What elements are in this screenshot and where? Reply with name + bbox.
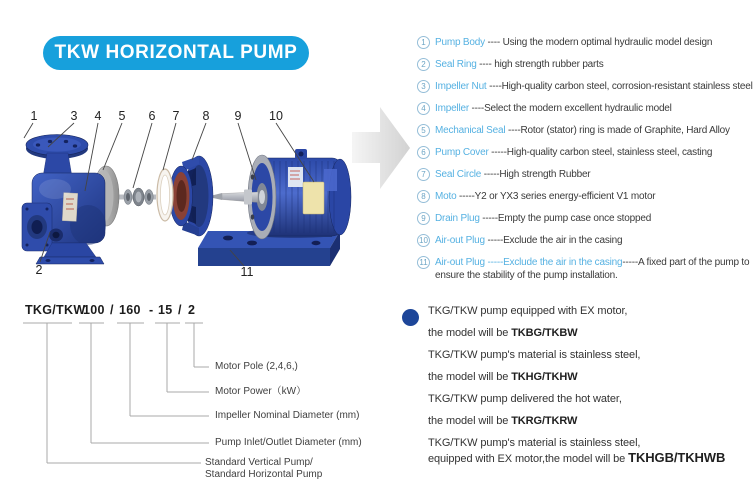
- model-code-power: 15: [158, 303, 173, 317]
- pump-cover-shape: [170, 156, 214, 236]
- part-name: Seal Ring: [435, 59, 477, 70]
- part-description: -----Exclude the air in the casing: [484, 235, 623, 246]
- model-code-sep: /: [110, 303, 114, 317]
- part-description-line2: ensure the stability of the pump installation.: [435, 270, 618, 281]
- part-name: Air-out Plug: [435, 235, 485, 246]
- mechanical-seal-shape: [118, 188, 156, 206]
- pump-exploded-diagram: [0, 85, 430, 295]
- part-name: Impeller: [435, 103, 469, 114]
- seal-circle-shape: [157, 169, 173, 221]
- part-name: Drain Plug: [435, 213, 480, 224]
- variant-line: the model will be TKRG/TKRW: [428, 415, 578, 427]
- part-number: 4: [94, 109, 102, 123]
- variant-line: the model will be TKBG/TKBW: [428, 327, 578, 339]
- variant-line: TKG/TKW pump's material is stainless steel,: [428, 437, 641, 449]
- part-number: 11: [240, 265, 254, 279]
- label-standard-vertical: Standard Vertical Pump/: [205, 457, 313, 468]
- label-impeller-diameter: Impeller Nominal Diameter (mm): [215, 410, 360, 421]
- parts-list-item: [417, 58, 756, 71]
- label-motor-pole: Motor Pole (2,4,6,): [215, 361, 298, 372]
- part-number: 2: [35, 263, 43, 277]
- pump-body-shape: [22, 135, 106, 265]
- model-code-value: TKHGB/TKHWB: [628, 450, 726, 465]
- parts-list-item: [417, 102, 756, 115]
- parts-list-item: [417, 36, 756, 49]
- parts-list-item: [417, 212, 756, 225]
- part-name: Moto: [435, 191, 457, 202]
- part-description: ----High-quality carbon steel, corrosion-resistant stainless steel: [486, 81, 753, 92]
- parts-list-item: [417, 234, 756, 247]
- label-standard-pump: [205, 457, 322, 481]
- part-description: -----Empty the pump case once stopped: [479, 213, 652, 224]
- model-code-inlet: 100: [83, 303, 105, 317]
- part-name: Air-out Plug: [435, 257, 485, 268]
- label-inlet-outlet: Pump Inlet/Outlet Diameter (mm): [215, 437, 362, 448]
- label-motor-power: Motor Power（kW）: [215, 386, 307, 397]
- part-number-badge: 4: [417, 102, 430, 115]
- part-number: 6: [148, 109, 156, 123]
- bullet-icon: [402, 309, 419, 326]
- variant-line: TKG/TKW pump equipped with EX motor,: [428, 305, 628, 317]
- part-name: Pump Cover: [435, 147, 489, 158]
- title-banner: [43, 36, 309, 70]
- part-description: -----High strength Rubber: [481, 169, 591, 180]
- part-description: ----Rotor (stator) ring is made of Graphite, Hard Alloy: [505, 125, 730, 136]
- part-number-badge: 8: [417, 190, 430, 203]
- parts-list-item: [417, 124, 756, 137]
- part-number: 8: [202, 109, 210, 123]
- part-number: 3: [70, 109, 78, 123]
- variant-line: equipped with EX motor,the model will be TKHGB/TKHWB: [428, 450, 726, 465]
- part-number-badge: 7: [417, 168, 430, 181]
- parts-list-item: [417, 80, 756, 93]
- part-number-badge: 11: [417, 256, 430, 269]
- parts-list-item: [417, 190, 756, 203]
- part-number-badge: 10: [417, 234, 430, 247]
- part-description: ---- Using the modern optimal hydraulic model design: [484, 37, 713, 48]
- part-description: -----Y2 or YX3 series energy-efficient V1 motor: [456, 191, 656, 202]
- part-number: 1: [30, 109, 38, 123]
- variants-section: [428, 305, 756, 475]
- variant-line: TKG/TKW pump delivered the hot water,: [428, 393, 622, 405]
- variant-line: the model will be TKHG/TKHW: [428, 371, 578, 383]
- parts-list: [417, 36, 756, 291]
- part-number: 7: [172, 109, 180, 123]
- part-name: Seal Circle: [435, 169, 482, 180]
- part-description: -----A fixed part of the pump to: [622, 257, 750, 268]
- part-name: Pump Body: [435, 37, 485, 48]
- model-code-fork-lines: [0, 318, 215, 478]
- parts-list-item: [417, 256, 756, 282]
- part-number: 9: [234, 109, 242, 123]
- part-number-badge: 5: [417, 124, 430, 137]
- model-code-sep: -: [149, 303, 154, 317]
- model-code-sep: /: [178, 303, 182, 317]
- label-standard-horizontal: Standard Horizontal Pump: [205, 469, 323, 480]
- part-number: 5: [118, 109, 126, 123]
- motor-nameplate: [303, 182, 324, 214]
- part-name: Mechanical Seal: [435, 125, 506, 136]
- part-number-badge: 9: [417, 212, 430, 225]
- motor-sticker: [288, 167, 303, 187]
- parts-list-item: [417, 168, 756, 181]
- model-code-value: TKRG/TKRW: [511, 415, 578, 427]
- motor-shaft: [222, 192, 258, 203]
- part-number-badge: 2: [417, 58, 430, 71]
- part-description: -----High-quality carbon steel, stainless steel, casting: [488, 147, 713, 158]
- model-code-value: TKHG/TKHW: [511, 371, 578, 383]
- part-description: ----Select the modern excellent hydraulic model: [468, 103, 672, 114]
- variant-line: TKG/TKW pump's material is stainless steel,: [428, 349, 641, 361]
- part-number-badge: 1: [417, 36, 430, 49]
- part-description: ---- high strength rubber parts: [476, 59, 604, 70]
- parts-list-item: [417, 146, 756, 159]
- part-number-badge: 3: [417, 80, 430, 93]
- part-number-badge: 6: [417, 146, 430, 159]
- model-code-impeller: 160: [119, 303, 141, 317]
- motor-shape: [212, 149, 351, 239]
- model-code-pole: 2: [188, 303, 196, 317]
- page-title: TKW HORIZONTAL PUMP: [54, 42, 298, 63]
- part-name-extension: -----Exclude the air in the casing: [484, 257, 623, 268]
- model-code-value: TKBG/TKBW: [511, 327, 578, 339]
- flow-arrow-icon: [352, 107, 410, 189]
- model-code-prefix: TKG/TKW: [25, 303, 86, 317]
- part-name: Impeller Nut: [435, 81, 487, 92]
- part-number: 10: [269, 109, 283, 123]
